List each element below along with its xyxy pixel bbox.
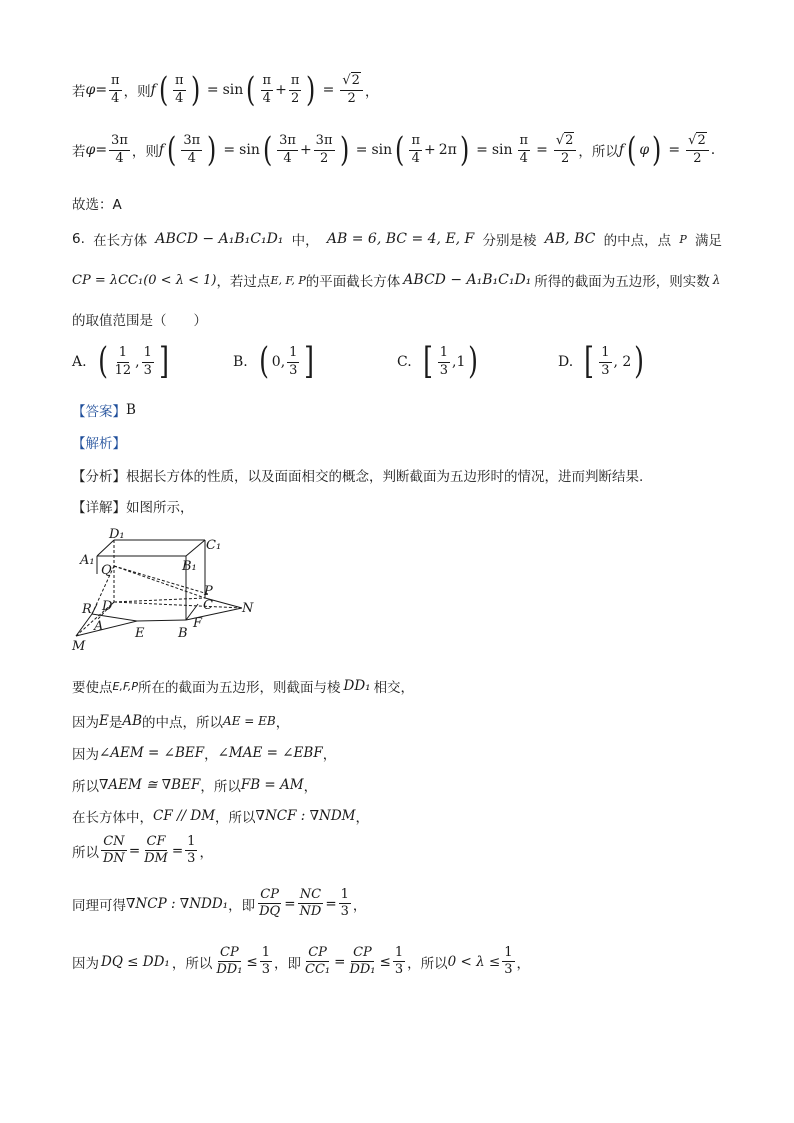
option-a[interactable]: A. ( $\frac{1}{12}$ , $\frac{1}{3}$ ]	[72, 341, 169, 382]
label-b: B	[178, 626, 188, 641]
formula-line-1: 若 φ = $\frac{\pi}{4}$ ，则 f ( $\frac{\pi}{4}$ ) = sin ( $\frac{\pi}{4}$ + $\frac{\pi}{2}$ ) = $\frac{√2}{2}$ ，	[72, 70, 379, 110]
solution-line-6: 所以 $\frac{CN}{DN}$ = $\frac{CF}{DM}$ = $\frac{1}{3}$ ，	[72, 834, 213, 867]
solution-line-7: 同理可得 ∇NCP : ∇NDD₁ ，即 $\frac{CP}{DQ}$ = $\frac{NC}{ND}$ = $\frac{1}{3}$ ，	[72, 887, 367, 920]
option-b[interactable]: B. ( 0, $\frac{1}{3}$ ]	[233, 341, 315, 382]
label-a1: A₁	[80, 553, 95, 568]
label-r: R	[82, 602, 92, 617]
analysis-tag: 【解析】	[72, 436, 126, 452]
question-6-line-2: CP = λCC₁(0 < λ < 1) ，若过点 E, F, P 的平面截长方体 ABCD − A₁B₁C₁D₁ 所得的截面为五边形，则实数 λ	[72, 272, 721, 290]
label-a: A	[94, 619, 104, 634]
formula-line-2: 若 φ = $\frac{3\pi}{4}$ ，则 f ( $\frac{3\pi}{4}$ ) = sin ( $\frac{3\pi}{4}$ + $\frac{3\pi}{2}$ ) = sin ( $\frac{\pi}{4}$ + 2π ) = sin $\frac{\pi}{4}$ = $\frac{√2}{2}$ ，所以 f ( φ ) = $\frac{√2}{2}$ .	[72, 130, 716, 170]
answer-line: 【答案】 B	[72, 402, 136, 420]
label-n: N	[242, 601, 254, 616]
solution-line-1: 要使点 E,F,P 所在的截面为五边形，则截面与棱 DD₁ 相交，	[72, 678, 415, 696]
fraction: $\frac{\pi}{4}$	[111, 73, 120, 106]
label-f: F	[193, 616, 203, 631]
question-6-line-3: 的取值范围是（ ）	[72, 313, 207, 329]
answer-choice: 故选：A	[72, 197, 122, 213]
label-c: C	[203, 598, 213, 613]
solution-line-4: 所以 ∇AEM ≅ ∇BEF ，所以 FB = AM ，	[72, 777, 318, 795]
solution-line-2: 因为 E 是 AB 的中点，所以 AE = EB ，	[72, 713, 290, 731]
option-d[interactable]: D. [ $\frac{1}{3}$ , 2 )	[558, 341, 645, 382]
label-p: P	[204, 584, 213, 599]
solution-line-3: 因为 ∠AEM = ∠BEF ， ∠MAE = ∠EBF ，	[72, 745, 337, 763]
solution-line-5: 在长方体中， CF // DM ，所以 ∇NCF : ∇NDM ，	[72, 808, 369, 826]
label-d: D	[102, 599, 113, 614]
label-b1: B₁	[182, 559, 197, 574]
cuboid-figure	[70, 526, 270, 656]
label-c1: C₁	[206, 538, 222, 553]
analysis-summary: 【分析】 根据长方体的性质，以及面面相交的概念，判断截面为五边形时的情况，进而判断结果.	[72, 469, 644, 485]
detail-intro: 【详解】 如图所示，	[72, 500, 194, 516]
label-q: Q	[101, 563, 112, 578]
label-e: E	[135, 626, 145, 641]
option-c[interactable]: C. [ $\frac{1}{3}$ ,1 )	[397, 341, 479, 382]
solution-line-8: 因为 DQ ≤ DD₁ ，所以 $\frac{CP}{\text{DD₁}}$ ≤ $\frac{1}{3}$ ，即 $\frac{CP}{\text{CC₁}}$ = $\frac{CP}{\text{DD₁}}$ ≤ $\frac{1}{3}$ ，所以 0 < λ ≤ $\frac{1}{3}$ ，	[72, 945, 531, 978]
question-6-line-1: 6. 在长方体 ABCD − A₁B₁C₁D₁ 中， AB = 6, BC = 4, E, F 分别是棱 AB, BC 的中点，点 P 满足	[72, 231, 722, 249]
label-d1: D₁	[109, 527, 125, 542]
label-m: M	[72, 639, 86, 654]
